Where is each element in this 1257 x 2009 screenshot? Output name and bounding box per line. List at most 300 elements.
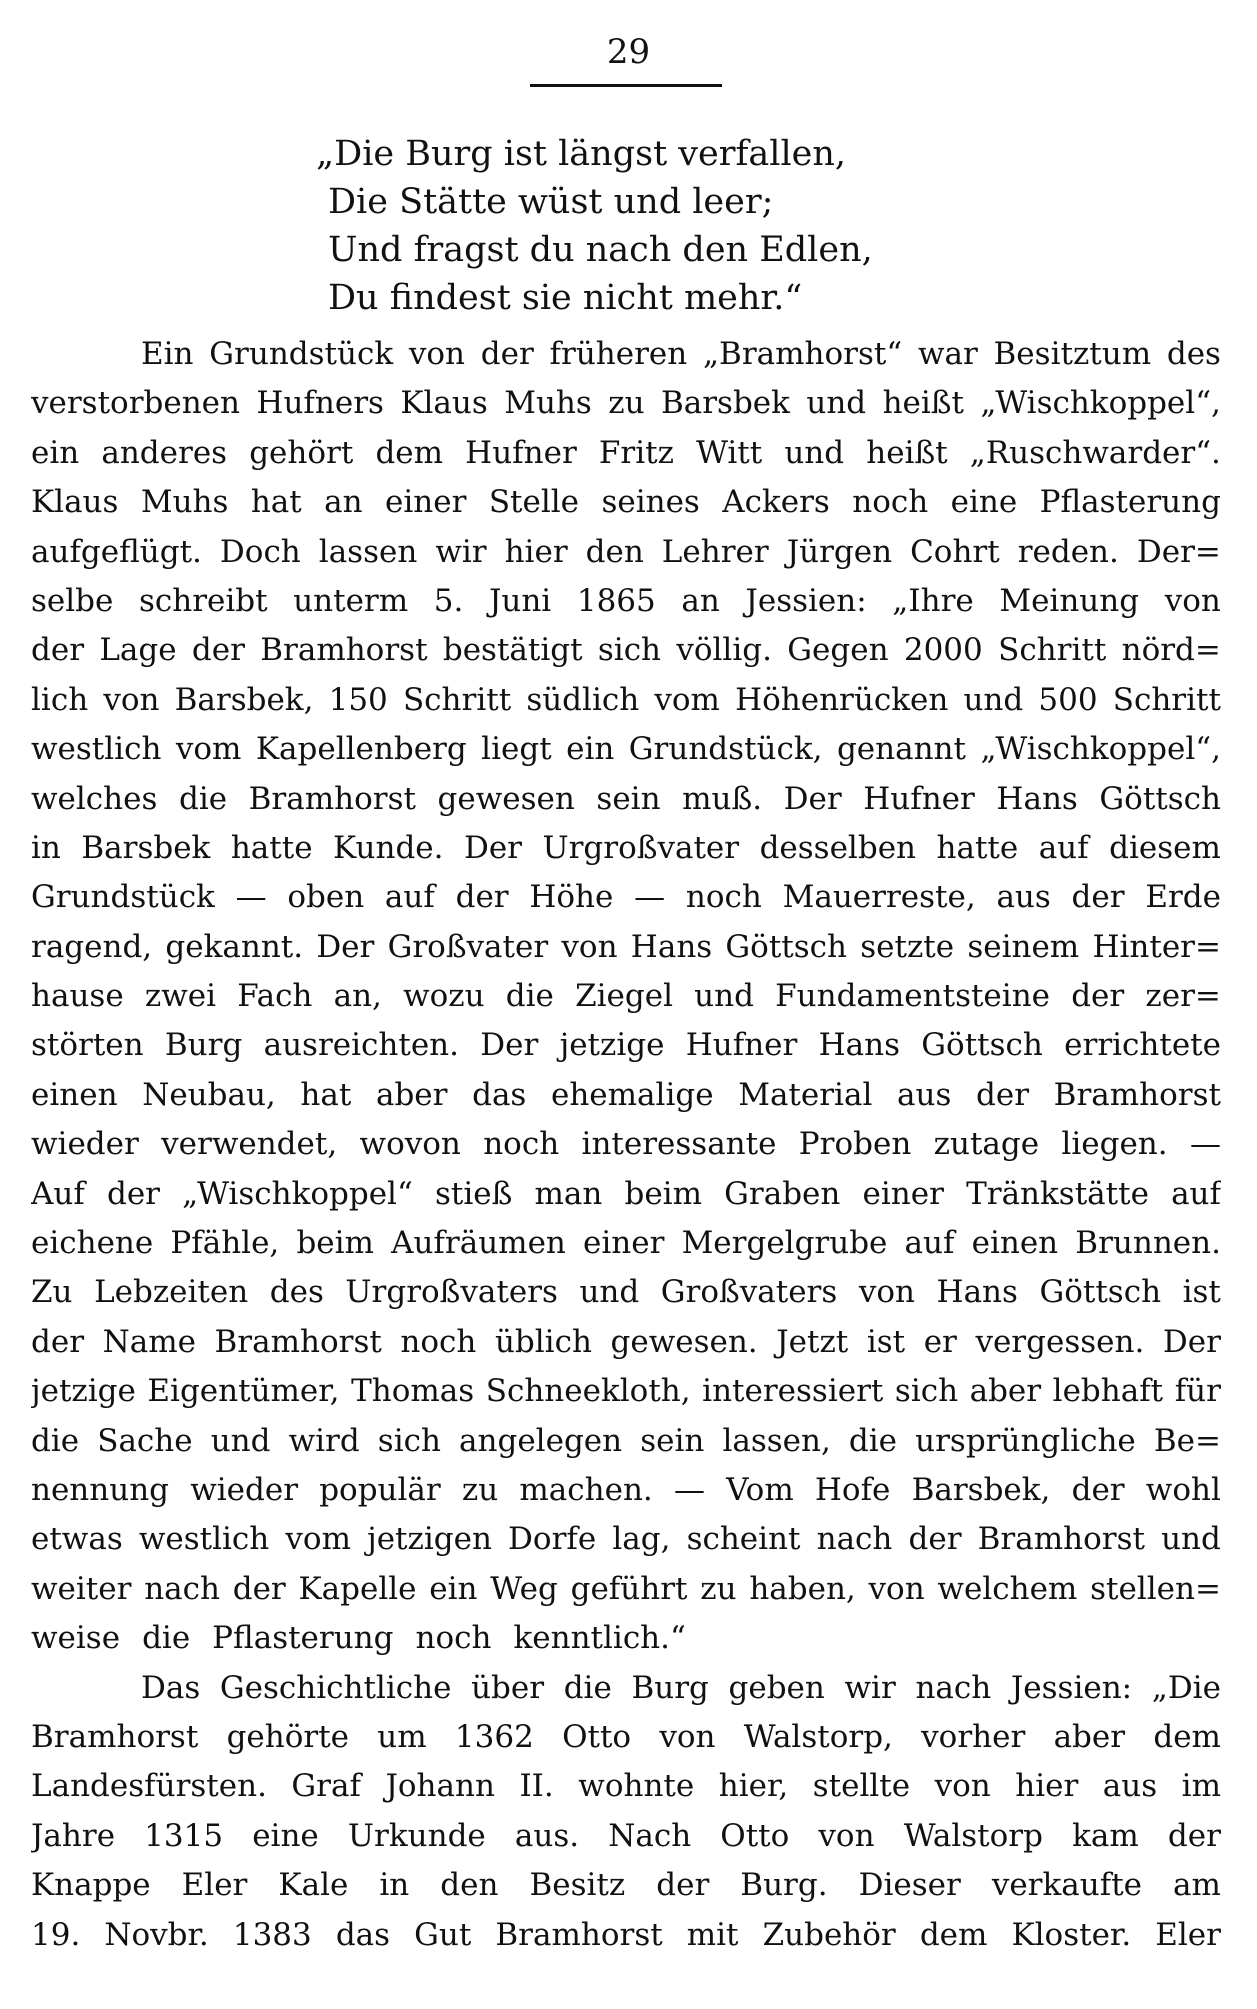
page-number: 29 bbox=[606, 32, 651, 72]
text-line bbox=[31, 1713, 1221, 1762]
text-line bbox=[31, 1515, 1221, 1564]
word: unterm bbox=[293, 582, 409, 619]
word: einen bbox=[971, 1225, 1059, 1262]
word: 1362 bbox=[454, 1718, 534, 1755]
word: Neubau, bbox=[142, 1076, 276, 1113]
poem-line: Du findest sie nicht mehr.“ bbox=[328, 278, 803, 318]
word: nach bbox=[915, 1669, 992, 1706]
word: mit bbox=[686, 1916, 739, 1953]
word: Kapellenberg bbox=[255, 731, 467, 768]
word: das bbox=[335, 1916, 391, 1953]
word: Stelle bbox=[488, 484, 580, 521]
word: eine bbox=[252, 1817, 319, 1854]
word: Weg bbox=[490, 1570, 558, 1607]
text-line bbox=[31, 1466, 1221, 1515]
word: für bbox=[1174, 1373, 1221, 1410]
word: und bbox=[784, 434, 845, 471]
word: zu bbox=[461, 1471, 499, 1508]
word: gekannt. bbox=[165, 928, 304, 965]
word: setzte bbox=[860, 928, 955, 965]
word: von bbox=[858, 1274, 915, 1311]
word: Bramhorst bbox=[31, 1718, 199, 1755]
word: westlich bbox=[138, 1521, 270, 1558]
word: der bbox=[656, 1867, 710, 1904]
text-line bbox=[31, 1120, 1221, 1169]
word: Burg bbox=[631, 1669, 709, 1706]
text-line bbox=[31, 972, 1221, 1021]
word: nörd= bbox=[1121, 632, 1221, 669]
word: interessiert bbox=[702, 1373, 884, 1410]
word: die bbox=[563, 1669, 612, 1706]
word: Mauerreste, bbox=[782, 879, 976, 916]
word: Bramhorst bbox=[248, 780, 416, 817]
word: der bbox=[1071, 1471, 1125, 1508]
word: Zu bbox=[31, 1274, 73, 1311]
word: wird bbox=[288, 1422, 360, 1459]
word: 1865 bbox=[576, 582, 656, 619]
word: Fach bbox=[237, 978, 313, 1015]
word: Bramhorst bbox=[495, 1916, 663, 1953]
word: 1383 bbox=[232, 1916, 312, 1953]
text-line bbox=[31, 1417, 1221, 1466]
word: geführt bbox=[570, 1570, 688, 1607]
word: desselben bbox=[759, 829, 917, 866]
word: dem bbox=[375, 434, 444, 471]
word: seinem bbox=[967, 928, 1080, 965]
word: Zubehör bbox=[762, 1916, 896, 1953]
word: vom bbox=[285, 1521, 351, 1558]
word: selbe bbox=[31, 582, 114, 619]
word: Lage bbox=[99, 632, 177, 669]
word: hatte bbox=[230, 829, 313, 866]
word: hier, bbox=[718, 1768, 789, 1805]
word: Otto bbox=[720, 1817, 790, 1854]
word: Erde bbox=[1145, 879, 1221, 916]
word: ist bbox=[866, 1323, 906, 1360]
word: interessante bbox=[581, 1126, 777, 1163]
word: Fundamentsteine bbox=[775, 978, 1051, 1015]
word: verkaufte bbox=[991, 1867, 1143, 1904]
word: kam bbox=[1072, 1817, 1139, 1854]
word: üblich bbox=[494, 1323, 592, 1360]
text-line bbox=[31, 775, 1221, 824]
word: Göttsch bbox=[725, 928, 847, 965]
word: zutage bbox=[933, 1126, 1040, 1163]
word: genannt bbox=[836, 731, 966, 768]
word: gehört bbox=[249, 434, 354, 471]
word: gehörte bbox=[226, 1718, 350, 1755]
word: zu bbox=[608, 385, 645, 422]
word: kenntlich.“ bbox=[513, 1620, 686, 1657]
word: Eler bbox=[1155, 1916, 1221, 1953]
word: wohnte bbox=[578, 1768, 695, 1805]
poem-line: „Die Burg ist längst verfallen, bbox=[316, 134, 847, 174]
word: diesem bbox=[1109, 829, 1221, 866]
text-line bbox=[31, 626, 1221, 675]
word: Urkunde bbox=[347, 1817, 486, 1854]
word: an, bbox=[333, 978, 382, 1015]
word: Der bbox=[316, 928, 375, 965]
word: der bbox=[455, 879, 509, 916]
text-line bbox=[31, 725, 1221, 774]
word: Besitztum bbox=[993, 336, 1152, 372]
word: Graf bbox=[291, 1768, 361, 1805]
text-line bbox=[31, 1861, 1221, 1910]
word: Grundstück bbox=[31, 879, 215, 916]
word: Hufner bbox=[685, 1027, 798, 1064]
word: Otto bbox=[562, 1718, 632, 1755]
word: Burg bbox=[164, 1027, 243, 1064]
word: Hans bbox=[996, 780, 1078, 817]
word: Grundstück, bbox=[628, 731, 823, 768]
word: Schneekloth, bbox=[485, 1373, 691, 1410]
word: nach bbox=[144, 1570, 220, 1607]
word: Hans bbox=[630, 928, 713, 965]
word: Dorfe bbox=[508, 1521, 597, 1558]
word: auf bbox=[904, 1225, 955, 1262]
word: jetzige bbox=[559, 1027, 665, 1064]
word: aber bbox=[375, 1076, 448, 1113]
word: stellte bbox=[812, 1768, 911, 1805]
word: Fritz bbox=[598, 434, 674, 471]
word: hier bbox=[1015, 1768, 1079, 1805]
word: Meinung bbox=[999, 582, 1140, 619]
word: sich bbox=[597, 632, 662, 669]
word: Walstorp, bbox=[743, 1718, 893, 1755]
word: der bbox=[31, 1323, 85, 1360]
word: hat bbox=[300, 1076, 352, 1113]
word: lebhaft bbox=[1052, 1373, 1164, 1410]
word: weise bbox=[31, 1620, 121, 1657]
word: Barsbek bbox=[81, 829, 211, 866]
word: Eler bbox=[181, 1867, 248, 1904]
word: stellen= bbox=[1090, 1570, 1221, 1607]
text-line bbox=[31, 1021, 1221, 1070]
word: Auf bbox=[31, 1175, 85, 1212]
word: der bbox=[908, 1521, 962, 1558]
word: und bbox=[1161, 1521, 1221, 1558]
text-line bbox=[31, 1614, 1221, 1663]
word: schreibt bbox=[138, 582, 268, 619]
word: Der bbox=[463, 829, 522, 866]
word: Kapelle bbox=[298, 1570, 417, 1607]
word: die bbox=[505, 978, 554, 1015]
word: Jetzt bbox=[776, 1323, 849, 1360]
word: seines bbox=[601, 484, 700, 521]
word: vergessen. bbox=[975, 1323, 1145, 1360]
word: Hans bbox=[936, 1274, 1018, 1311]
word: beim bbox=[296, 1225, 374, 1262]
word: an bbox=[681, 582, 720, 619]
word: verstorbenen bbox=[31, 385, 240, 422]
word: auf bbox=[384, 879, 435, 916]
word: im bbox=[1181, 1768, 1221, 1805]
word: an bbox=[324, 484, 363, 521]
word: „Ruschwarder“. bbox=[969, 434, 1221, 471]
word: auf bbox=[1038, 829, 1089, 866]
word: Der bbox=[783, 780, 842, 817]
word: — bbox=[634, 879, 666, 916]
word: — bbox=[1189, 1126, 1221, 1163]
word: um bbox=[377, 1718, 427, 1755]
word: störten bbox=[31, 1027, 144, 1064]
word: von bbox=[561, 928, 618, 965]
word: Klaus bbox=[400, 385, 488, 422]
text-line bbox=[31, 1318, 1221, 1367]
word: der bbox=[106, 1175, 160, 1212]
word: Besitz bbox=[529, 1867, 626, 1904]
word: hause bbox=[31, 978, 124, 1015]
text-line bbox=[31, 528, 1221, 577]
word: scheint bbox=[686, 1521, 801, 1558]
word: und bbox=[210, 1422, 271, 1459]
word: Urgroßvaters bbox=[345, 1274, 558, 1311]
word: der bbox=[976, 1076, 1030, 1113]
word: der bbox=[1071, 879, 1125, 916]
word: Nach bbox=[608, 1817, 692, 1854]
word: jetzige bbox=[31, 1373, 136, 1410]
word: Brunnen. bbox=[1075, 1225, 1221, 1262]
text-line bbox=[31, 1170, 1221, 1219]
text-line bbox=[31, 1268, 1221, 1317]
word: Der bbox=[480, 1027, 539, 1064]
text-line bbox=[31, 478, 1221, 527]
text-line bbox=[31, 824, 1221, 873]
word: und bbox=[579, 1274, 640, 1311]
word: Bramhorst bbox=[214, 1323, 382, 1360]
word: zwei bbox=[144, 978, 216, 1015]
word: hatte bbox=[936, 829, 1019, 866]
word: lag, bbox=[612, 1521, 671, 1558]
text-line bbox=[31, 923, 1221, 972]
word: Barsbek, bbox=[174, 681, 314, 718]
word: am bbox=[1173, 1867, 1221, 1904]
word: welches bbox=[31, 780, 158, 817]
word: ehemalige bbox=[551, 1076, 714, 1113]
word: angelegen bbox=[459, 1422, 623, 1459]
word: Pflasterung bbox=[1039, 484, 1221, 521]
word: liegen. bbox=[1061, 1126, 1168, 1163]
word: — bbox=[673, 1471, 705, 1508]
word: von bbox=[868, 1570, 925, 1607]
word: Tränkstätte bbox=[966, 1175, 1149, 1212]
word: vorher bbox=[921, 1718, 1026, 1755]
word: sein bbox=[640, 1422, 705, 1459]
word: aus bbox=[1102, 1768, 1158, 1805]
word: Schritt bbox=[402, 681, 512, 718]
word: haben, bbox=[749, 1570, 856, 1607]
word: auf bbox=[1171, 1175, 1221, 1212]
word: über bbox=[471, 1669, 545, 1706]
word: Das bbox=[141, 1669, 201, 1706]
word: aber bbox=[1053, 1718, 1126, 1755]
word: „Wischkoppel“, bbox=[980, 385, 1221, 422]
word: Vom bbox=[726, 1471, 794, 1508]
word: den bbox=[585, 533, 644, 570]
word: Ziegel bbox=[575, 978, 673, 1015]
word: in bbox=[31, 829, 61, 866]
word: verwendet, bbox=[161, 1126, 338, 1163]
word: oben bbox=[287, 879, 365, 916]
text-line bbox=[31, 1664, 1221, 1713]
word: 1315 bbox=[144, 1817, 224, 1854]
word: noch bbox=[685, 879, 762, 916]
text-line bbox=[31, 1367, 1221, 1416]
word: Witt bbox=[696, 434, 763, 471]
word: Hufner bbox=[863, 780, 975, 817]
word: wieder bbox=[190, 1471, 299, 1508]
poem-line: Die Stätte wüst und leer; bbox=[328, 182, 774, 222]
word: populär bbox=[319, 1471, 441, 1508]
word: von bbox=[818, 1817, 875, 1854]
word: Gegen bbox=[787, 632, 889, 669]
word: Schritt bbox=[1112, 681, 1221, 718]
word: sein bbox=[596, 780, 661, 817]
word: Ein bbox=[141, 336, 194, 372]
word: des bbox=[1166, 336, 1221, 372]
word: westlich bbox=[31, 731, 162, 768]
word: sich bbox=[894, 1373, 959, 1410]
word: aus. bbox=[514, 1817, 580, 1854]
word: von bbox=[1164, 582, 1221, 619]
word: Kloster. bbox=[1011, 1916, 1132, 1953]
word: Höhenrücken bbox=[735, 681, 949, 718]
word: Thomas bbox=[351, 1373, 475, 1410]
word: der bbox=[31, 632, 85, 669]
word: Dieser bbox=[858, 1867, 961, 1904]
word: „Ihre bbox=[892, 582, 974, 619]
word: Kunde. bbox=[333, 829, 444, 866]
word: Material bbox=[738, 1076, 873, 1113]
word: Klaus bbox=[31, 484, 119, 521]
word: die bbox=[31, 1422, 80, 1459]
word: Geschichtliche bbox=[219, 1669, 452, 1706]
text-line bbox=[31, 379, 1221, 428]
word: Bramhorst bbox=[1053, 1076, 1221, 1113]
word: Jessien: bbox=[745, 582, 867, 619]
word: Gut bbox=[414, 1916, 472, 1953]
word: ein bbox=[566, 731, 615, 768]
word: 5. bbox=[433, 582, 464, 619]
word: und bbox=[963, 681, 1024, 718]
word: Barsbek, bbox=[911, 1471, 1051, 1508]
word: Muhs bbox=[504, 385, 592, 422]
word: der bbox=[1167, 1817, 1221, 1854]
word: noch bbox=[415, 1620, 492, 1657]
word: machen. bbox=[519, 1471, 653, 1508]
word: man bbox=[534, 1175, 603, 1212]
word: aus bbox=[996, 879, 1051, 916]
word: wir bbox=[844, 1669, 896, 1706]
word: Muhs bbox=[140, 484, 229, 521]
word: errichtete bbox=[1064, 1027, 1221, 1064]
word: Bramhorst bbox=[260, 632, 428, 669]
word: — bbox=[235, 879, 267, 916]
word: einer bbox=[385, 484, 467, 521]
word: hat bbox=[250, 484, 302, 521]
word: noch bbox=[400, 1323, 477, 1360]
text-line bbox=[31, 1812, 1221, 1861]
word: Eigentümer, bbox=[147, 1373, 340, 1410]
word: Kale bbox=[278, 1867, 349, 1904]
word: „Die bbox=[1151, 1669, 1221, 1706]
word: aufgeflügt. bbox=[31, 533, 202, 570]
word: Proben bbox=[798, 1126, 912, 1163]
word: Pflasterung bbox=[212, 1620, 394, 1657]
word: 150 bbox=[328, 681, 388, 718]
body-text bbox=[31, 330, 1221, 1960]
word: Aufräumen bbox=[391, 1225, 566, 1262]
word: eine bbox=[950, 484, 1018, 521]
word: ein bbox=[31, 434, 80, 471]
word: Hufners bbox=[256, 385, 384, 422]
word: Graben bbox=[724, 1175, 841, 1212]
word: Göttsch bbox=[921, 1027, 1043, 1064]
word: aber bbox=[969, 1373, 1042, 1410]
word: Ackers bbox=[722, 484, 830, 521]
word: von bbox=[408, 336, 466, 372]
word: Schritt bbox=[998, 632, 1107, 669]
word: einer bbox=[862, 1175, 944, 1212]
word: den bbox=[440, 1867, 499, 1904]
word: muß. bbox=[682, 780, 763, 817]
word: Göttsch bbox=[1039, 1274, 1162, 1311]
poem-quote bbox=[316, 130, 1088, 322]
word: eichene bbox=[31, 1225, 154, 1262]
word: Höhe bbox=[529, 879, 614, 916]
word: gewesen. bbox=[610, 1323, 758, 1360]
word: die bbox=[848, 1422, 898, 1459]
text-line bbox=[31, 1565, 1221, 1614]
word: Johann bbox=[385, 1768, 495, 1805]
word: Pfähle, bbox=[170, 1225, 280, 1262]
word: Burg. bbox=[740, 1867, 828, 1904]
word: Mergelgrube bbox=[681, 1225, 888, 1262]
word: Jahre bbox=[31, 1817, 116, 1854]
word: wohl bbox=[1145, 1471, 1221, 1508]
word: reden. bbox=[1017, 533, 1119, 570]
word: Juni bbox=[488, 582, 552, 619]
word: früheren bbox=[549, 336, 688, 372]
text-line bbox=[31, 1911, 1221, 1960]
word: sich bbox=[377, 1422, 441, 1459]
word: die bbox=[178, 780, 228, 817]
word: Barsbek bbox=[660, 385, 790, 422]
word: anderes bbox=[101, 434, 228, 471]
word: das bbox=[472, 1076, 527, 1113]
word: Hofe bbox=[814, 1471, 891, 1508]
word: Lebzeiten bbox=[94, 1274, 249, 1311]
word: etwas bbox=[31, 1521, 123, 1558]
word: ausreichten. bbox=[263, 1027, 459, 1064]
word: Grundstück bbox=[209, 336, 394, 372]
word: der bbox=[1071, 978, 1125, 1015]
text-line bbox=[31, 676, 1221, 725]
word: nach bbox=[816, 1521, 893, 1558]
word: weiter bbox=[31, 1570, 132, 1607]
word: nennung bbox=[31, 1471, 170, 1508]
word: beim bbox=[624, 1175, 702, 1212]
word: Sache bbox=[97, 1422, 193, 1459]
word: von bbox=[103, 681, 160, 718]
word: südlich bbox=[526, 681, 640, 718]
word: gewesen bbox=[437, 780, 575, 817]
word: heißt bbox=[882, 385, 964, 422]
word: 2000 bbox=[903, 632, 983, 669]
word: noch bbox=[852, 484, 929, 521]
word: II. bbox=[519, 1768, 554, 1805]
word: ursprüngliche bbox=[915, 1422, 1136, 1459]
